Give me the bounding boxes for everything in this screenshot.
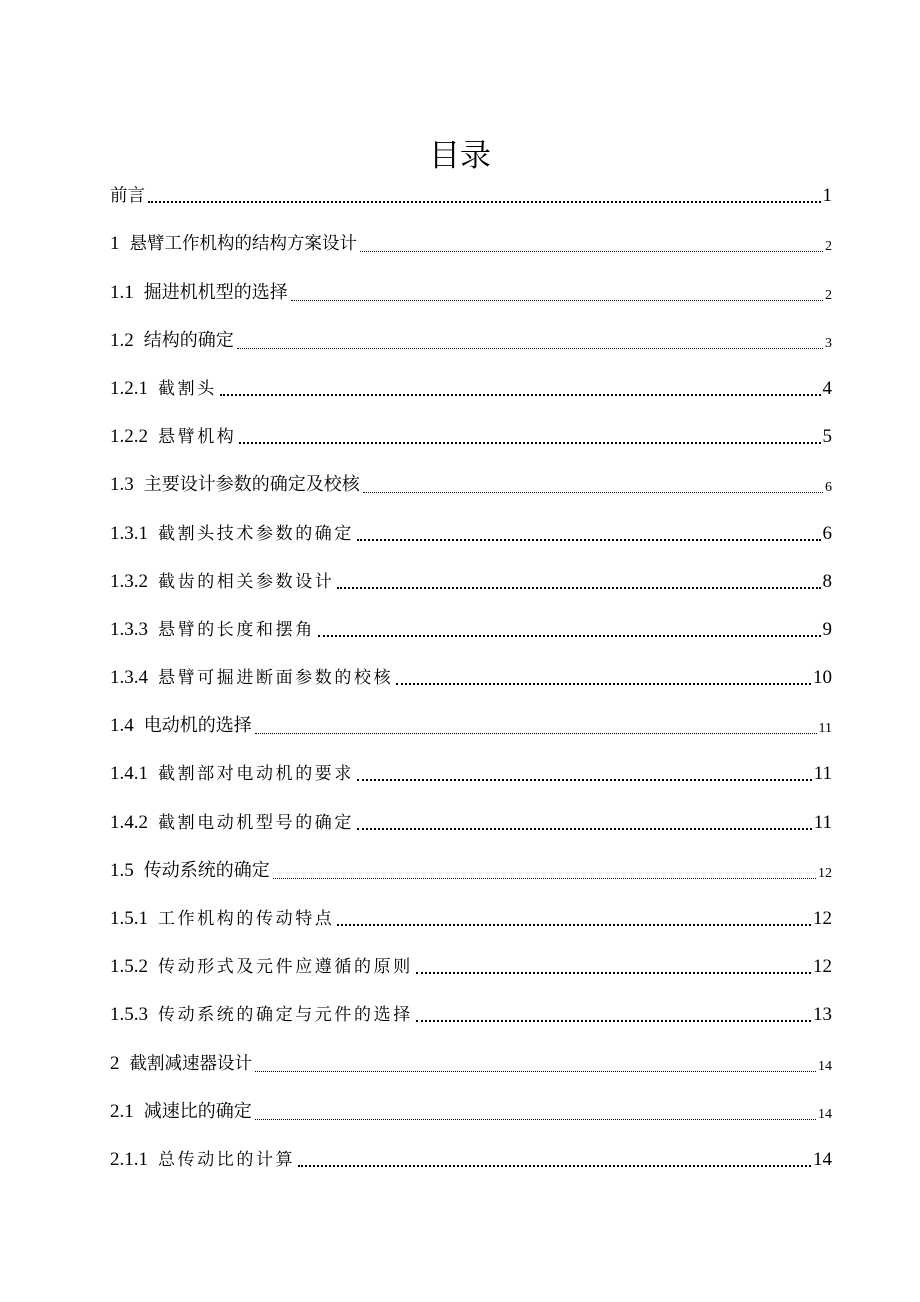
toc-entry-label [110, 762, 354, 786]
toc-entry-page-number: 2 [825, 239, 832, 255]
toc-dot-leader [255, 1119, 816, 1120]
page-title: 目录 [429, 137, 491, 174]
toc-entry-label [110, 1003, 413, 1027]
toc-entry[interactable] [110, 741, 832, 789]
toc-entry-label [110, 281, 288, 305]
toc-entry[interactable] [110, 934, 832, 982]
toc-entry-number: 2.1 [110, 1100, 134, 1122]
toc-dot-leader [416, 1020, 811, 1022]
toc-entry-page-number: 2 [825, 287, 832, 303]
toc-dot-leader [318, 635, 821, 637]
toc-entry-label [110, 955, 413, 979]
toc-entry[interactable] [110, 404, 832, 452]
toc-entry-title: 悬臂工作机构的结构方案设计 [129, 234, 357, 255]
toc-entry[interactable] [110, 356, 832, 404]
toc-entry-title: 传动形式及元件应遵循的原则 [158, 957, 413, 978]
toc-entry-page-number: 12 [813, 908, 832, 929]
toc-entry-title: 悬臂的长度和摆角 [158, 619, 315, 640]
toc-entry-label [110, 184, 145, 208]
toc-dot-leader [298, 1165, 811, 1167]
toc-entry-label [110, 425, 236, 449]
toc-entry-number: 1.4.1 [110, 763, 148, 785]
toc-entry-page-number: 5 [822, 426, 832, 448]
toc-entry-label [110, 1148, 295, 1172]
toc-dot-leader [357, 539, 821, 541]
toc-entry-title: 截割电动机型号的确定 [158, 812, 354, 833]
toc-entry[interactable] [110, 597, 832, 645]
toc-entry-number: 1 [110, 233, 120, 255]
toc-entry-page-number: 14 [818, 1106, 832, 1122]
toc-entry-label [110, 907, 334, 931]
toc-dot-leader [357, 779, 812, 781]
toc-dot-leader [255, 1071, 816, 1072]
toc-entry-label [110, 1052, 252, 1076]
toc-entry-page-number: 10 [813, 667, 832, 689]
toc-entry-page-number: 9 [822, 618, 832, 640]
toc-dot-leader [337, 924, 811, 926]
toc-entry-page-number: 6 [825, 480, 832, 496]
toc-entry[interactable] [110, 645, 832, 693]
toc-entry[interactable] [110, 838, 832, 886]
toc-entry[interactable] [110, 163, 832, 211]
toc-entry-number: 1.4 [110, 715, 134, 737]
toc-entry-title: 主要设计参数的确定及校核 [143, 474, 360, 496]
toc-entry-number: 1.3.3 [110, 618, 148, 640]
toc-entry-title: 截割头 [158, 378, 217, 399]
table-of-contents [110, 163, 832, 1175]
toc-entry-title: 工作机构的传动特点 [158, 909, 335, 929]
toc-entry-number: 1.3.2 [110, 570, 148, 592]
toc-dot-leader [337, 587, 820, 589]
toc-entry-label [110, 859, 270, 883]
toc-entry-title: 减速比的确定 [143, 1100, 252, 1122]
toc-entry-page-number: 3 [825, 335, 832, 351]
toc-entry[interactable] [110, 549, 832, 597]
toc-dot-leader [360, 251, 823, 252]
toc-entry-number: 1.4.2 [110, 811, 148, 833]
toc-entry-title: 传动系统的确定与元件的选择 [158, 1005, 413, 1026]
toc-entry[interactable] [110, 452, 832, 500]
toc-entry-number: 2 [110, 1052, 120, 1074]
toc-entry[interactable] [110, 1079, 832, 1127]
toc-entry[interactable] [110, 1030, 832, 1078]
toc-entry-number: 1.2.1 [110, 377, 148, 399]
toc-entry[interactable] [110, 500, 832, 548]
toc-entry-title: 电动机的选择 [143, 715, 252, 737]
toc-entry-number: 1.5.3 [110, 1004, 148, 1026]
toc-entry-page-number: 4 [822, 377, 832, 399]
toc-entry[interactable] [110, 789, 832, 837]
toc-entry-number: 1.5.2 [110, 956, 148, 978]
toc-entry-page-number: 12 [813, 956, 832, 978]
toc-dot-leader [239, 442, 820, 444]
toc-entry[interactable] [110, 886, 832, 934]
toc-entry[interactable] [110, 308, 832, 356]
toc-entry-number: 1.5.1 [110, 908, 148, 929]
toc-entry-label [110, 714, 252, 738]
toc-entry[interactable] [110, 211, 832, 259]
toc-entry-page-number: 14 [813, 1148, 832, 1170]
toc-entry[interactable] [110, 693, 832, 741]
toc-entry-title: 截割部对电动机的要求 [158, 764, 354, 785]
toc-entry-title: 传动系统的确定 [143, 859, 270, 881]
toc-entry-page-number: 11 [813, 811, 832, 833]
toc-dot-leader [273, 878, 816, 879]
toc-entry-page-number: 14 [818, 1058, 832, 1074]
toc-entry-label [110, 473, 360, 497]
toc-entry-label [110, 329, 234, 353]
toc-entry-page-number: 8 [822, 570, 832, 592]
toc-dot-leader [357, 828, 812, 830]
toc-entry-number: 1.1 [110, 281, 134, 303]
toc-entry-label [110, 522, 354, 546]
toc-entry-page-number: 12 [818, 865, 832, 881]
toc-entry-label [110, 1100, 252, 1124]
toc-entry-label [110, 618, 315, 642]
toc-entry-number: 2.1.1 [110, 1148, 148, 1170]
toc-entry-number: 1.2 [110, 329, 134, 351]
toc-entry-title: 掘进机机型的选择 [143, 281, 288, 303]
toc-dot-leader [237, 348, 823, 349]
toc-entry-page-number: 11 [813, 763, 832, 785]
toc-entry[interactable] [110, 982, 832, 1030]
toc-dot-leader [396, 683, 811, 685]
toc-entry-page-number: 1 [822, 185, 832, 207]
toc-entry-number: 1.2.2 [110, 426, 148, 448]
toc-entry-title: 悬臂可掘进断面参数的校核 [158, 668, 394, 689]
toc-entry-label [110, 666, 393, 690]
toc-entry-number: 1.3.1 [110, 522, 148, 544]
toc-entry-title: 前言 [110, 186, 145, 207]
toc-entry-label [110, 232, 357, 256]
toc-dot-leader [255, 733, 817, 734]
toc-dot-leader [291, 300, 823, 301]
toc-entry[interactable] [110, 259, 832, 307]
toc-entry-number: 1.3 [110, 474, 134, 496]
toc-dot-leader [148, 201, 821, 203]
toc-entry-title: 悬臂机构 [158, 427, 237, 448]
toc-entry[interactable] [110, 1127, 832, 1175]
toc-dot-leader [416, 972, 811, 974]
toc-entry-title: 结构的确定 [143, 329, 234, 351]
toc-entry-title: 截割头技术参数的确定 [158, 523, 354, 544]
toc-dot-leader [220, 394, 821, 396]
toc-entry-number: 1.5 [110, 859, 134, 881]
toc-entry-label [110, 570, 334, 594]
toc-entry-label [110, 377, 217, 401]
toc-entry-page-number: 6 [822, 522, 832, 544]
toc-entry-title: 截齿的相关参数设计 [158, 571, 335, 592]
toc-dot-leader [363, 492, 823, 493]
toc-entry-label [110, 811, 354, 835]
toc-entry-title: 截割减速器设计 [129, 1053, 252, 1074]
toc-entry-title: 总传动比的计算 [158, 1149, 296, 1170]
toc-entry-page-number: 13 [813, 1004, 832, 1026]
toc-entry-number: 1.3.4 [110, 667, 148, 689]
toc-entry-page-number: 11 [818, 721, 832, 737]
